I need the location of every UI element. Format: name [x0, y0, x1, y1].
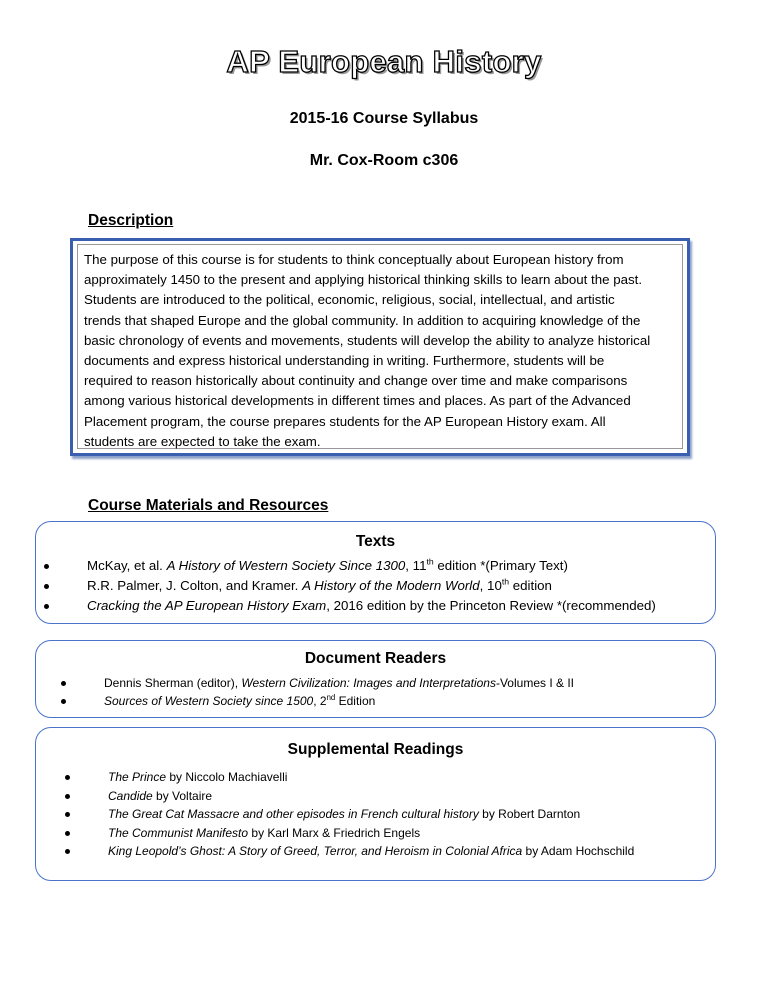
- materials-heading: Course Materials and Resources: [88, 497, 329, 514]
- list-item: Dennis Sherman (editor), Western Civilization: Images and Interpretations-Volumes I & II: [104, 676, 574, 690]
- syllabus-subtitle: 2015-16 Course Syllabus: [289, 110, 479, 127]
- list-item: Candide by Voltaire: [108, 787, 634, 806]
- description-text: [77, 244, 683, 449]
- document-readers-title: Document Readers: [304, 650, 447, 667]
- texts-list: [87, 556, 656, 616]
- description-line: The purpose of this course is for students to think conceptually about European history from: [84, 252, 624, 267]
- description-line: among various historical developments in different times and places. As part of the Advanced: [84, 393, 631, 409]
- description-box: [70, 238, 690, 456]
- texts-title: Texts: [355, 533, 396, 550]
- description-line: trends that shaped Europe and the global community. In addition to acquiring knowledge of the: [84, 312, 641, 328]
- list-item: R.R. Palmer, J. Colton, and Kramer. A History of the Modern World, 10th edition: [87, 576, 656, 596]
- teacher-room: Mr. Cox-Room c306: [309, 152, 459, 169]
- page-title: AP European History: [226, 44, 542, 79]
- description-line: students are expected to take the exam.: [84, 433, 321, 449]
- document-readers-panel: [35, 640, 716, 718]
- description-line: required to reason historically about continuity and change over time and make comparisons: [84, 373, 628, 389]
- texts-panel: [35, 521, 716, 624]
- list-item: The Great Cat Massacre and other episodes in French cultural history by Robert Darnton: [108, 805, 634, 824]
- list-item: Cracking the AP European History Exam, 2016 edition by the Princeton Review *(recommended): [87, 596, 656, 616]
- list-item: The Prince by Niccolo Machiavelli: [108, 768, 634, 787]
- supplemental-readings-panel: [35, 727, 716, 881]
- supplemental-readings-title: Supplemental Readings: [287, 741, 464, 758]
- list-item: King Leopold’s Ghost: A Story of Greed, Terror, and Heroism in Colonial Africa by Adam Hochschild: [108, 842, 634, 861]
- description-line: Placement program, the course prepares students for the AP European History exam. All: [84, 413, 606, 429]
- description-line: basic chronology of events and movements, students will develop the ability to analyze historical: [84, 332, 651, 348]
- description-heading: Description: [88, 212, 174, 229]
- description-line: approximately 1450 to the present and applying historical thinking skills to learn about the past.: [84, 272, 643, 288]
- list-item: Sources of Western Society since 1500, 2nd Edition: [104, 692, 574, 710]
- document-readers-list: [104, 674, 574, 710]
- list-item: McKay, et al. A History of Western Society Since 1300, 11th edition *(Primary Text): [87, 556, 656, 576]
- description-line: Students are introduced to the political, economic, religious, social, intellectual, and artistic: [84, 292, 615, 308]
- description-line: documents and express historical understanding in writing. Furthermore, students will be: [84, 353, 605, 369]
- list-item: The Communist Manifesto by Karl Marx & Friedrich Engels: [108, 824, 634, 843]
- supplemental-readings-list: [108, 768, 634, 861]
